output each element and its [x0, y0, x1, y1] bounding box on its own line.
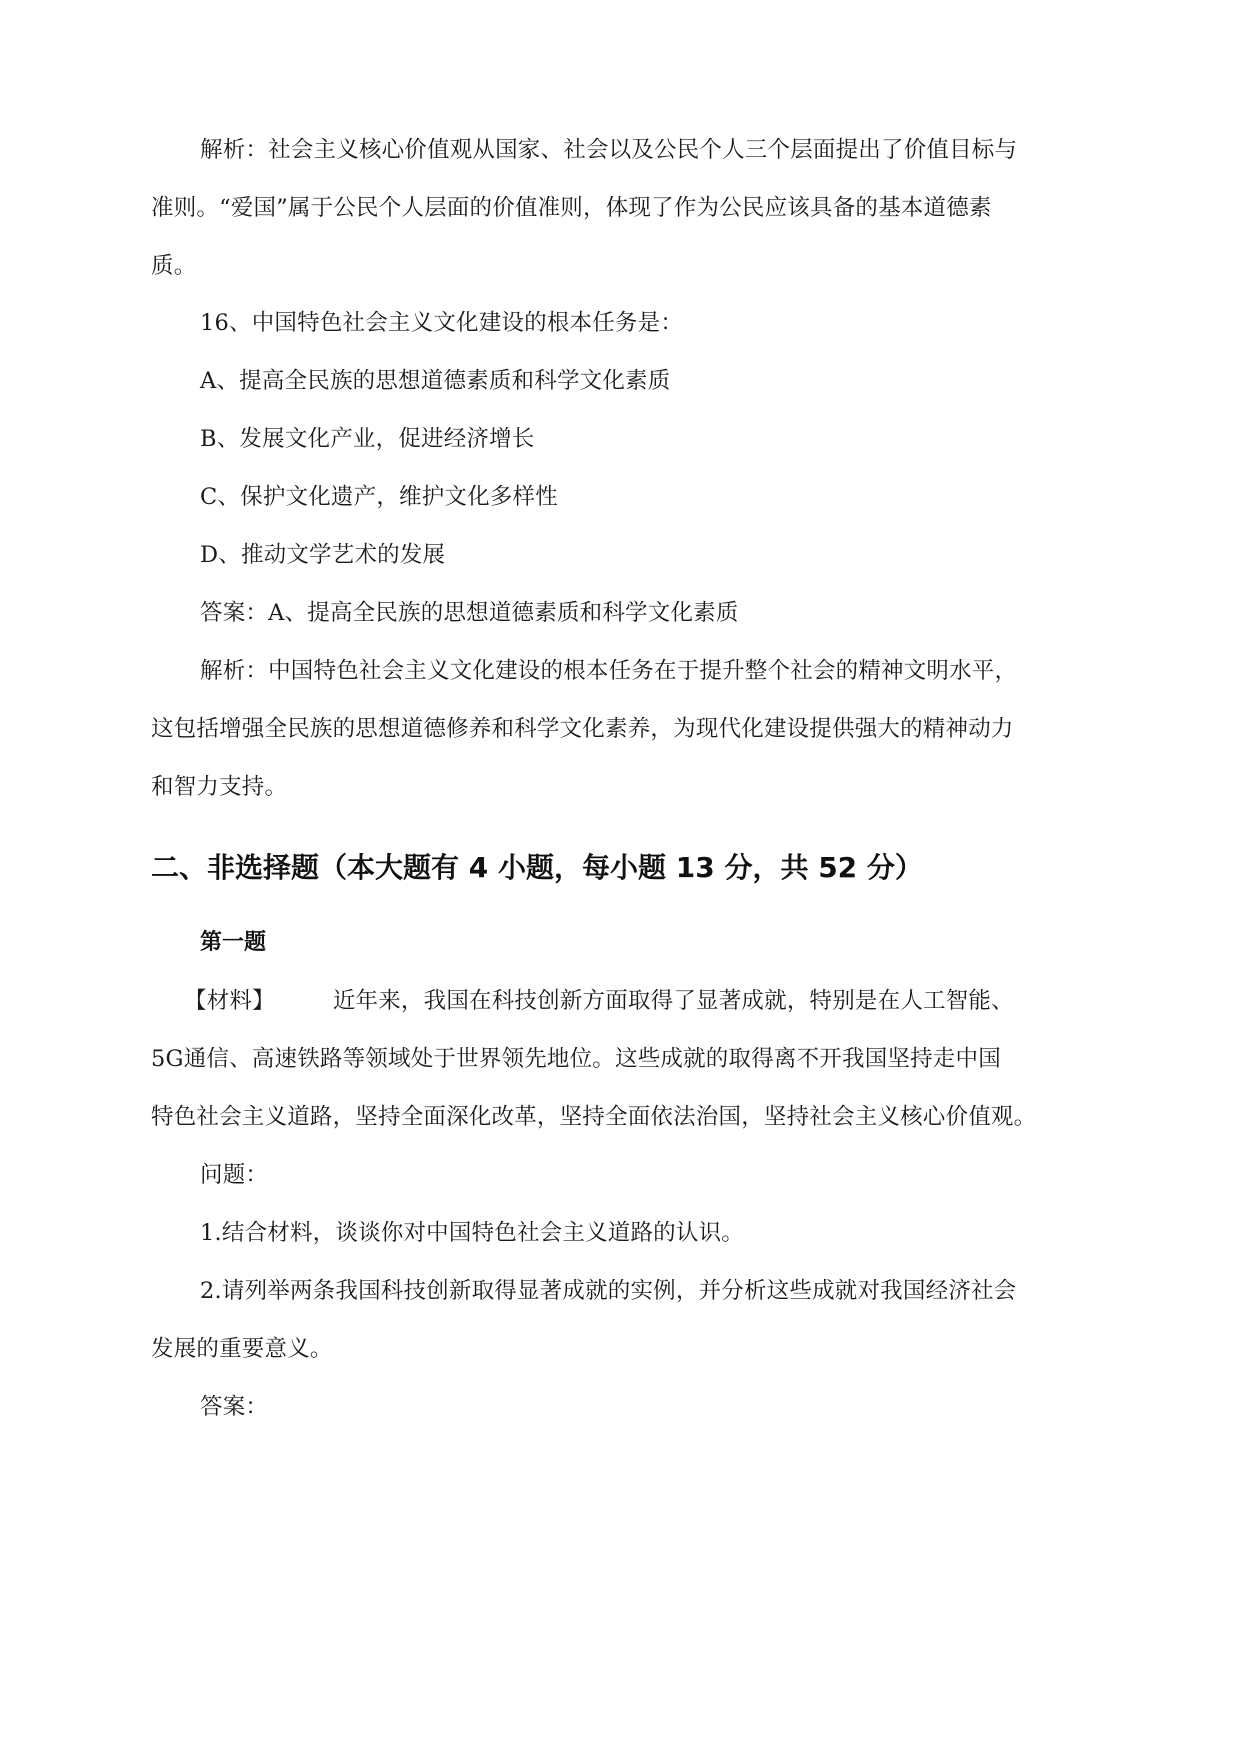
- question-item-2-line-1: 2.请列举两条我国科技创新取得显著成就的实例，并分析这些成就对我国经济社会: [200, 1278, 1017, 1304]
- material-line-1: [184, 985, 1014, 1017]
- question-1-title: 第一题: [200, 930, 267, 955]
- q16-option-d: D、推动文学艺术的发展: [200, 542, 446, 568]
- q16-question: 16、中国特色社会主义文化建设的根本任务是：: [200, 310, 684, 336]
- q16-analysis-line-1: 解析：中国特色社会主义文化建设的根本任务在于提升整个社会的精神文明水平，: [200, 658, 1018, 684]
- q15-analysis-line-2: 准则。“爱国”属于公民个人层面的价值准则，体现了作为公民应该具备的基本道德素: [151, 195, 992, 221]
- answer-label: 答案：: [200, 1394, 269, 1420]
- q16-option-a: A、提高全民族的思想道德素质和科学文化素质: [200, 368, 671, 394]
- question-item-1: 1.结合材料，谈谈你对中国特色社会主义道路的认识。: [200, 1220, 744, 1246]
- question-item-2-line-2: 发展的重要意义。: [151, 1336, 333, 1362]
- q15-analysis-line-1: 解析：社会主义核心价值观从国家、社会以及公民个人三个层面提出了价值目标与: [200, 137, 1018, 163]
- section-heading: 二、非选择题（本大题有 4 小题，每小题 13 分，共 52 分）: [151, 851, 923, 884]
- material-label: 【材料】: [184, 988, 275, 1014]
- q16-analysis-line-3: 和智力支持。: [151, 774, 288, 800]
- q16-option-c: C、保护文化遗产，维护文化多样性: [200, 484, 558, 510]
- q16-analysis-line-2: 这包括增强全民族的思想道德修养和科学文化素养，为现代化建设提供强大的精神动力: [151, 716, 1014, 742]
- q16-option-b: B、发展文化产业，促进经济增长: [200, 426, 535, 452]
- question-label: 问题：: [200, 1162, 269, 1188]
- material-text-1: 近年来，我国在科技创新方面取得了显著成就，特别是在人工智能、: [332, 988, 1014, 1014]
- material-line-3: 特色社会主义道路，坚持全面深化改革，坚持全面依法治国，坚持社会主义核心价值观。: [151, 1104, 1037, 1130]
- material-line-2: 5G通信、高速铁路等领域处于世界领先地位。这些成就的取得离不开我国坚持走中国: [151, 1046, 1001, 1072]
- q15-analysis-line-3: 质。: [151, 253, 197, 279]
- q16-answer: 答案：A、提高全民族的思想道德素质和科学文化素质: [200, 600, 739, 626]
